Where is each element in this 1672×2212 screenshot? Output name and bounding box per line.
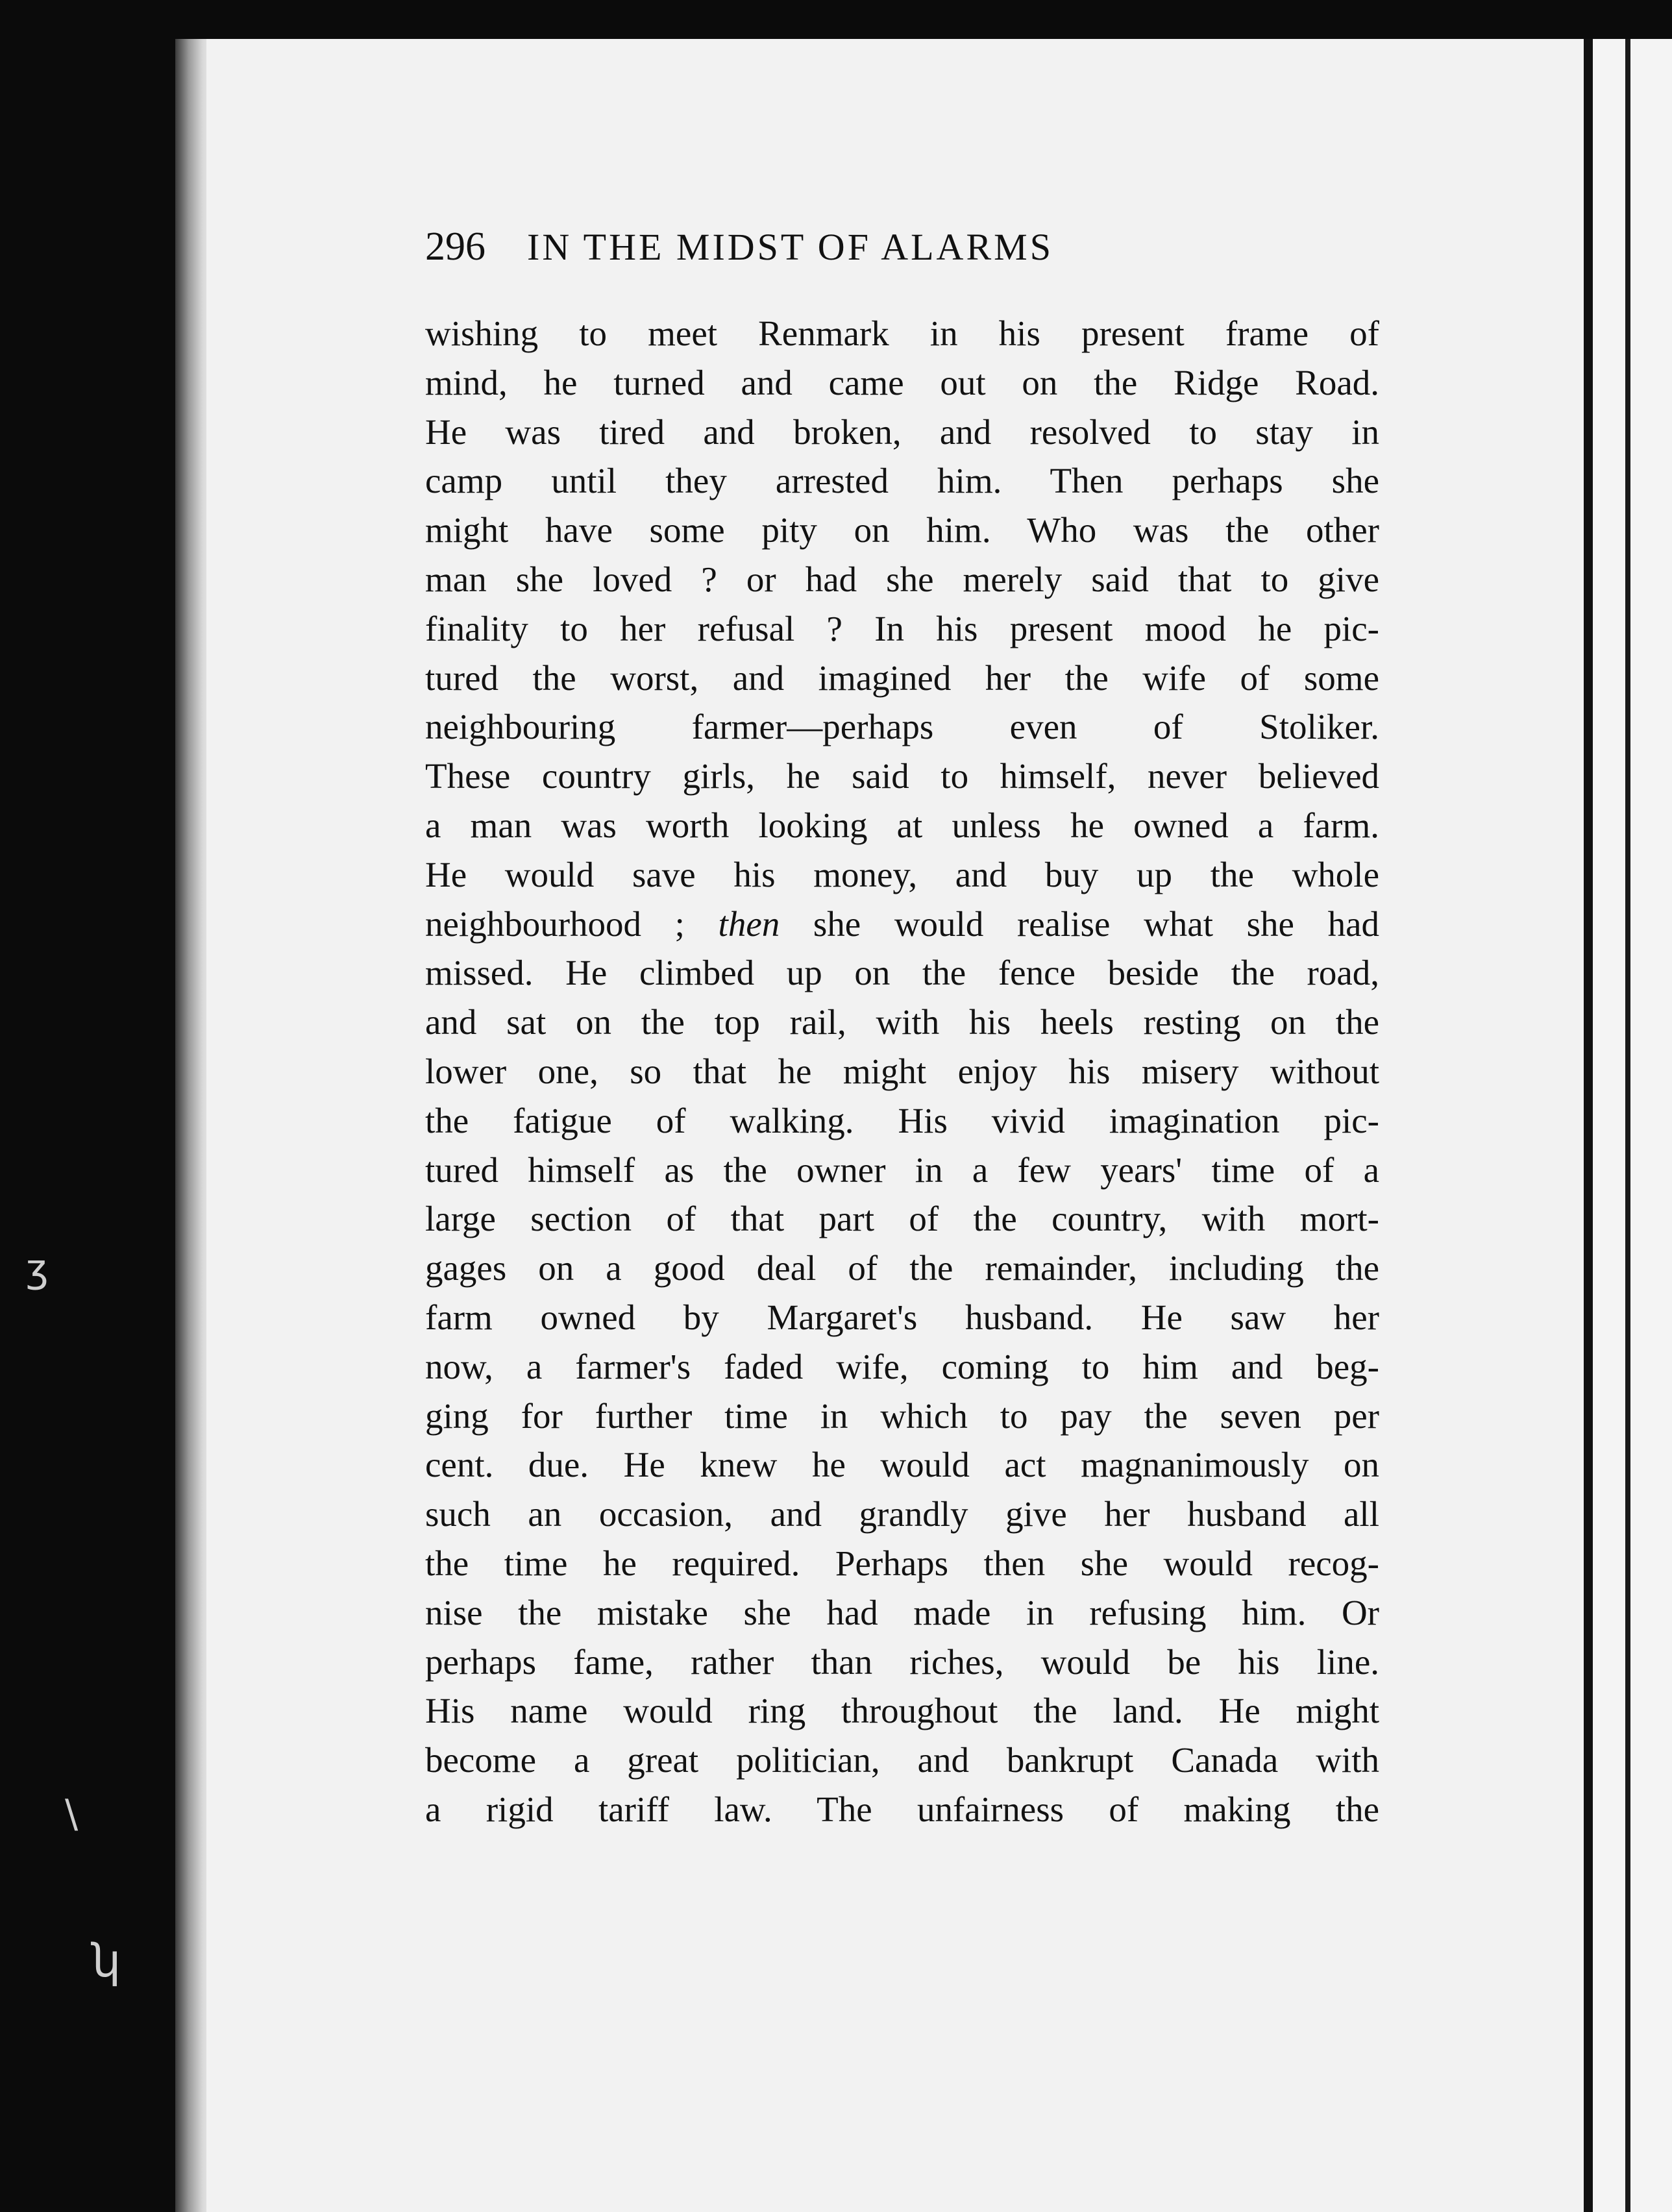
text-line-with-italic xyxy=(425,900,1379,949)
text-line: man she loved ? or had she merely said that to give xyxy=(425,559,1379,599)
running-title: IN THE MIDST OF ALARMS xyxy=(527,226,1053,268)
text-line: ging for further time in which to pay the seven per xyxy=(425,1395,1379,1436)
text-line: He was tired and broken, and resolved to stay in xyxy=(425,412,1379,452)
text-line: large section of that part of the country, with mort- xyxy=(425,1199,1379,1239)
text-line: missed. He climbed up on the fence beside the road, xyxy=(425,953,1379,993)
text-line: such an occasion, and grandly give her husband all xyxy=(425,1494,1379,1534)
text-line: now, a farmer's faded wife, coming to him and beg- xyxy=(425,1346,1379,1386)
text-line: finality to her refusal ? In his present mood he pic- xyxy=(425,608,1379,648)
text-line: gages on a good deal of the remainder, including the xyxy=(425,1248,1379,1288)
text-line: lower one, so that he might enjoy his misery without xyxy=(425,1051,1379,1091)
text-line: tured the worst, and imagined her the wife of some xyxy=(425,657,1379,698)
text-line: neighbouring farmer—perhaps even of Stoliker. xyxy=(425,707,1379,747)
text-line: These country girls, he said to himself, never believed xyxy=(425,756,1379,796)
text-line: become a great politician, and bankrupt Canada with xyxy=(425,1740,1379,1780)
text-line: a rigid tariff law. The unfairness of making the xyxy=(425,1789,1379,1829)
text-line: the fatigue of walking. His vivid imagination pic- xyxy=(425,1100,1379,1140)
text-line: He would save his money, and buy up the whole xyxy=(425,854,1379,894)
text-line: perhaps fame, rather than riches, would be his line. xyxy=(425,1641,1379,1682)
text-line: a man was worth looking at unless he owned a farm. xyxy=(425,805,1379,845)
text-line: the time he required. Perhaps then she would recog- xyxy=(425,1543,1379,1583)
text-line: might have some pity on him. Who was the other xyxy=(425,510,1379,550)
scan-artifact-mark: ʒ xyxy=(26,1246,49,1292)
body-text xyxy=(425,309,1379,1834)
text-fragment: she would realise what she had xyxy=(780,903,1379,944)
italic-word: then xyxy=(718,903,780,944)
text-line: farm owned by Margaret's husband. He saw her xyxy=(425,1297,1379,1337)
text-fragment: neighbourhood ; xyxy=(425,903,719,944)
text-line: cent. due. He knew he would act magnanimously on xyxy=(425,1445,1379,1485)
page-number: 296 xyxy=(425,225,486,269)
text-line: mind, he turned and came out on the Ridge Road. xyxy=(425,362,1379,402)
page-edge-rule xyxy=(1584,39,1593,2212)
text-line: wishing to meet Renmark in his present frame of xyxy=(425,313,1379,353)
scan-artifact-mark: \ xyxy=(65,1791,79,1837)
scan-artifact-mark: ʮ xyxy=(91,1934,121,1987)
facing-page-sliver xyxy=(1593,39,1672,2212)
text-line: nise the mistake she had made in refusing him. Or xyxy=(425,1592,1379,1632)
running-head xyxy=(425,224,1230,282)
text-line: His name would ring throughout the land. He might xyxy=(425,1691,1379,1731)
facing-page-edge xyxy=(1625,39,1630,2212)
text-line: camp until they arrested him. Then perhaps she xyxy=(425,461,1379,501)
text-line: and sat on the top rail, with his heels resting on the xyxy=(425,1002,1379,1042)
text-line: tured himself as the owner in a few years' time of a xyxy=(425,1149,1379,1190)
